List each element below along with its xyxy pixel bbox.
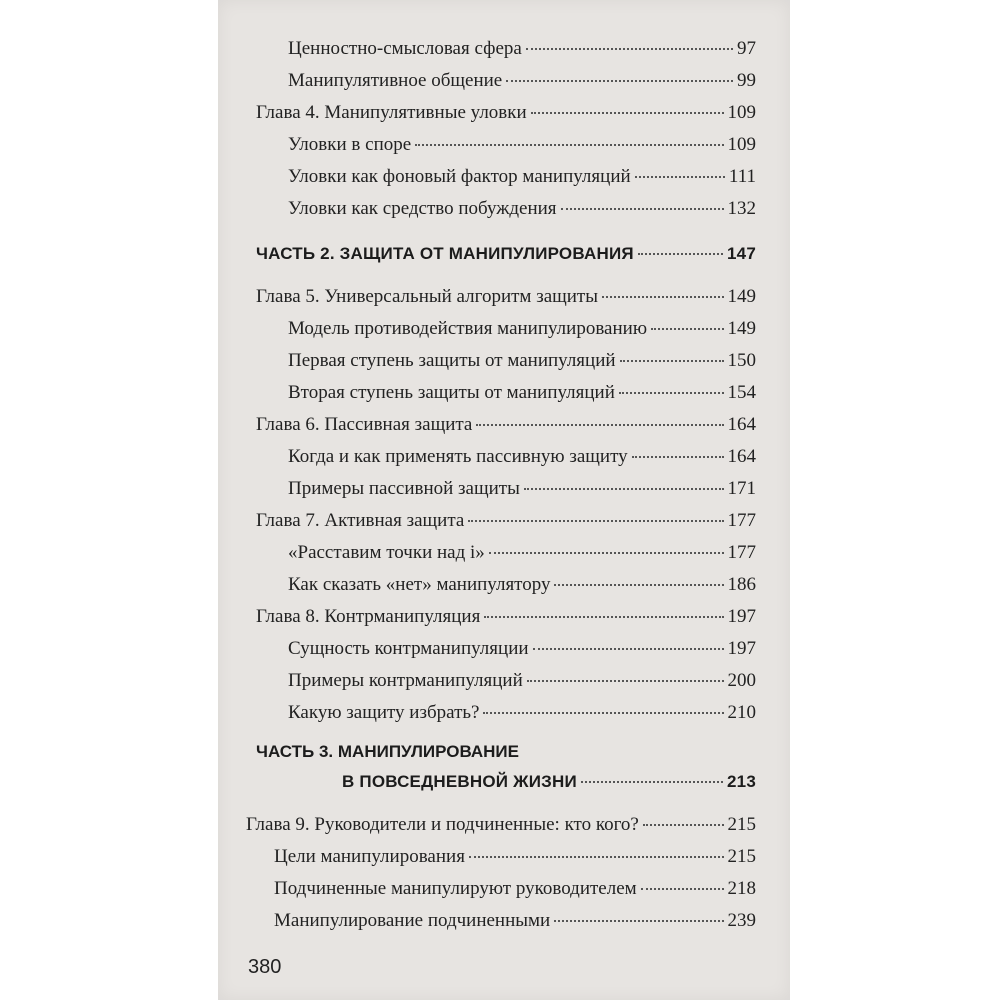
toc-entry-title: Ценностно-смысловая сфера [288,38,522,59]
toc-part-page: 147 [727,244,756,263]
toc-leader [581,781,723,783]
toc-chapter-title: Глава 6. Пассивная защита [256,414,473,435]
toc-chapter-page: 164 [727,414,756,435]
toc-leader [506,80,733,82]
toc-leader [476,424,723,426]
toc-chapter [256,286,756,318]
toc-entry [288,574,756,606]
toc-entry-page: 132 [727,198,756,219]
toc-entry-title: Манипулирование подчиненными [274,910,551,931]
toc-chapter-page: 149 [727,286,756,307]
toc-leader [526,48,733,50]
toc-leader [561,208,724,210]
toc-entry [288,702,756,734]
toc-entry-page: 200 [727,670,756,691]
table-of-contents [218,0,790,1000]
toc-entry [288,166,756,198]
toc-leader [638,253,723,255]
toc-entry-title: Как сказать «нет» манипулятору [288,574,551,595]
toc-entry-page: 154 [727,382,756,403]
toc-entry [288,542,756,574]
toc-entry [288,446,756,478]
toc-entry-title: Примеры контрманипуляций [288,670,523,691]
toc-chapter-page: 215 [727,814,756,835]
toc-entry [288,318,756,350]
toc-leader [484,616,723,618]
toc-entry-page: 171 [727,478,756,499]
toc-entry-page: 197 [727,638,756,659]
toc-entry [274,846,756,878]
toc-entry-page: 186 [727,574,756,595]
toc-chapter-title: Глава 9. Руководители и подчиненные: кто кого? [246,814,639,835]
toc-entry-page: 218 [727,878,756,899]
toc-leader [483,712,723,714]
toc-leader [635,176,725,178]
page-number: 380 [248,956,282,978]
toc-entry-page: 239 [727,910,756,931]
toc-chapter-title: Глава 4. Манипулятивные уловки [256,102,527,123]
toc-entry [288,198,756,230]
toc-entry [274,910,756,942]
toc-chapter-page: 177 [727,510,756,531]
toc-entry-title: Модель противодействия манипулированию [288,318,648,339]
toc-entry [288,638,756,670]
toc-entry-title: Подчиненные манипулируют руководителем [274,878,637,899]
toc-chapter [256,102,756,134]
toc-part-heading [256,742,756,774]
toc-entry-title: Какую защиту избрать? [288,702,480,723]
toc-leader [533,648,724,650]
toc-part-heading-continued [342,772,756,804]
book-page [218,0,790,1000]
toc-leader [469,856,724,858]
toc-entry-title: Примеры пассивной защиты [288,478,520,499]
toc-leader [524,488,724,490]
toc-chapter-title: Глава 7. Активная защита [256,510,465,531]
toc-leader [554,920,723,922]
toc-entry-title: «Расставим точки над і» [288,542,485,563]
toc-leader [643,824,724,826]
toc-entry-page: 149 [727,318,756,339]
toc-entry [288,670,756,702]
toc-entry-title: Уловки в споре [288,134,412,155]
toc-entry [288,38,756,70]
toc-entry-page: 109 [727,134,756,155]
toc-entry [288,382,756,414]
toc-leader [632,456,724,458]
toc-part-page: 213 [727,772,756,791]
toc-chapter [256,510,756,542]
toc-entry-title: Когда и как применять пассивную защиту [288,446,628,467]
toc-entry [288,70,756,102]
toc-entry-title: Первая ступень защиты от манипуляций [288,350,616,371]
toc-leader [602,296,724,298]
toc-entry-page: 210 [727,702,756,723]
toc-entry-title: Манипулятивное общение [288,70,503,91]
toc-chapter-title: Глава 8. Контрманипуляция [256,606,481,627]
toc-entry-title: Уловки как фоновый фактор манипуляций [288,166,631,187]
toc-entry [288,478,756,510]
toc-entry-title: Уловки как средство побуждения [288,198,557,219]
toc-chapter-page: 197 [727,606,756,627]
toc-chapter [256,606,756,638]
toc-leader [531,112,724,114]
toc-part-heading [256,244,756,276]
toc-chapter-page: 109 [727,102,756,123]
toc-part-title: В ПОВСЕДНЕВНОЙ ЖИЗНИ [342,772,577,791]
toc-leader [489,552,724,554]
toc-part-title: ЧАСТЬ 2. ЗАЩИТА ОТ МАНИПУЛИРОВАНИЯ [256,244,634,263]
toc-leader [620,360,724,362]
toc-entry-page: 99 [737,70,756,91]
toc-entry-page: 111 [728,166,756,187]
toc-leader [415,144,723,146]
toc-leader [641,888,724,890]
toc-entry-page: 215 [727,846,756,867]
toc-entry [288,350,756,382]
toc-entry-page: 164 [727,446,756,467]
toc-entry [274,878,756,910]
toc-chapter [256,414,756,446]
toc-leader [619,392,724,394]
toc-leader [527,680,724,682]
toc-leader [468,520,723,522]
toc-chapter-title: Глава 5. Универсальный алгоритм защиты [256,286,598,307]
toc-entry-title: Вторая ступень защиты от манипуляций [288,382,615,403]
toc-part-title: ЧАСТЬ 3. МАНИПУЛИРОВАНИЕ [256,742,519,761]
toc-entry-title: Сущность контрманипуляции [288,638,529,659]
toc-chapter [246,814,756,846]
toc-entry-page: 97 [737,38,756,59]
toc-entry-title: Цели манипулирования [274,846,465,867]
toc-leader [554,584,723,586]
toc-entry-page: 177 [727,542,756,563]
toc-entry [288,134,756,166]
toc-leader [651,328,723,330]
toc-entry-page: 150 [727,350,756,371]
